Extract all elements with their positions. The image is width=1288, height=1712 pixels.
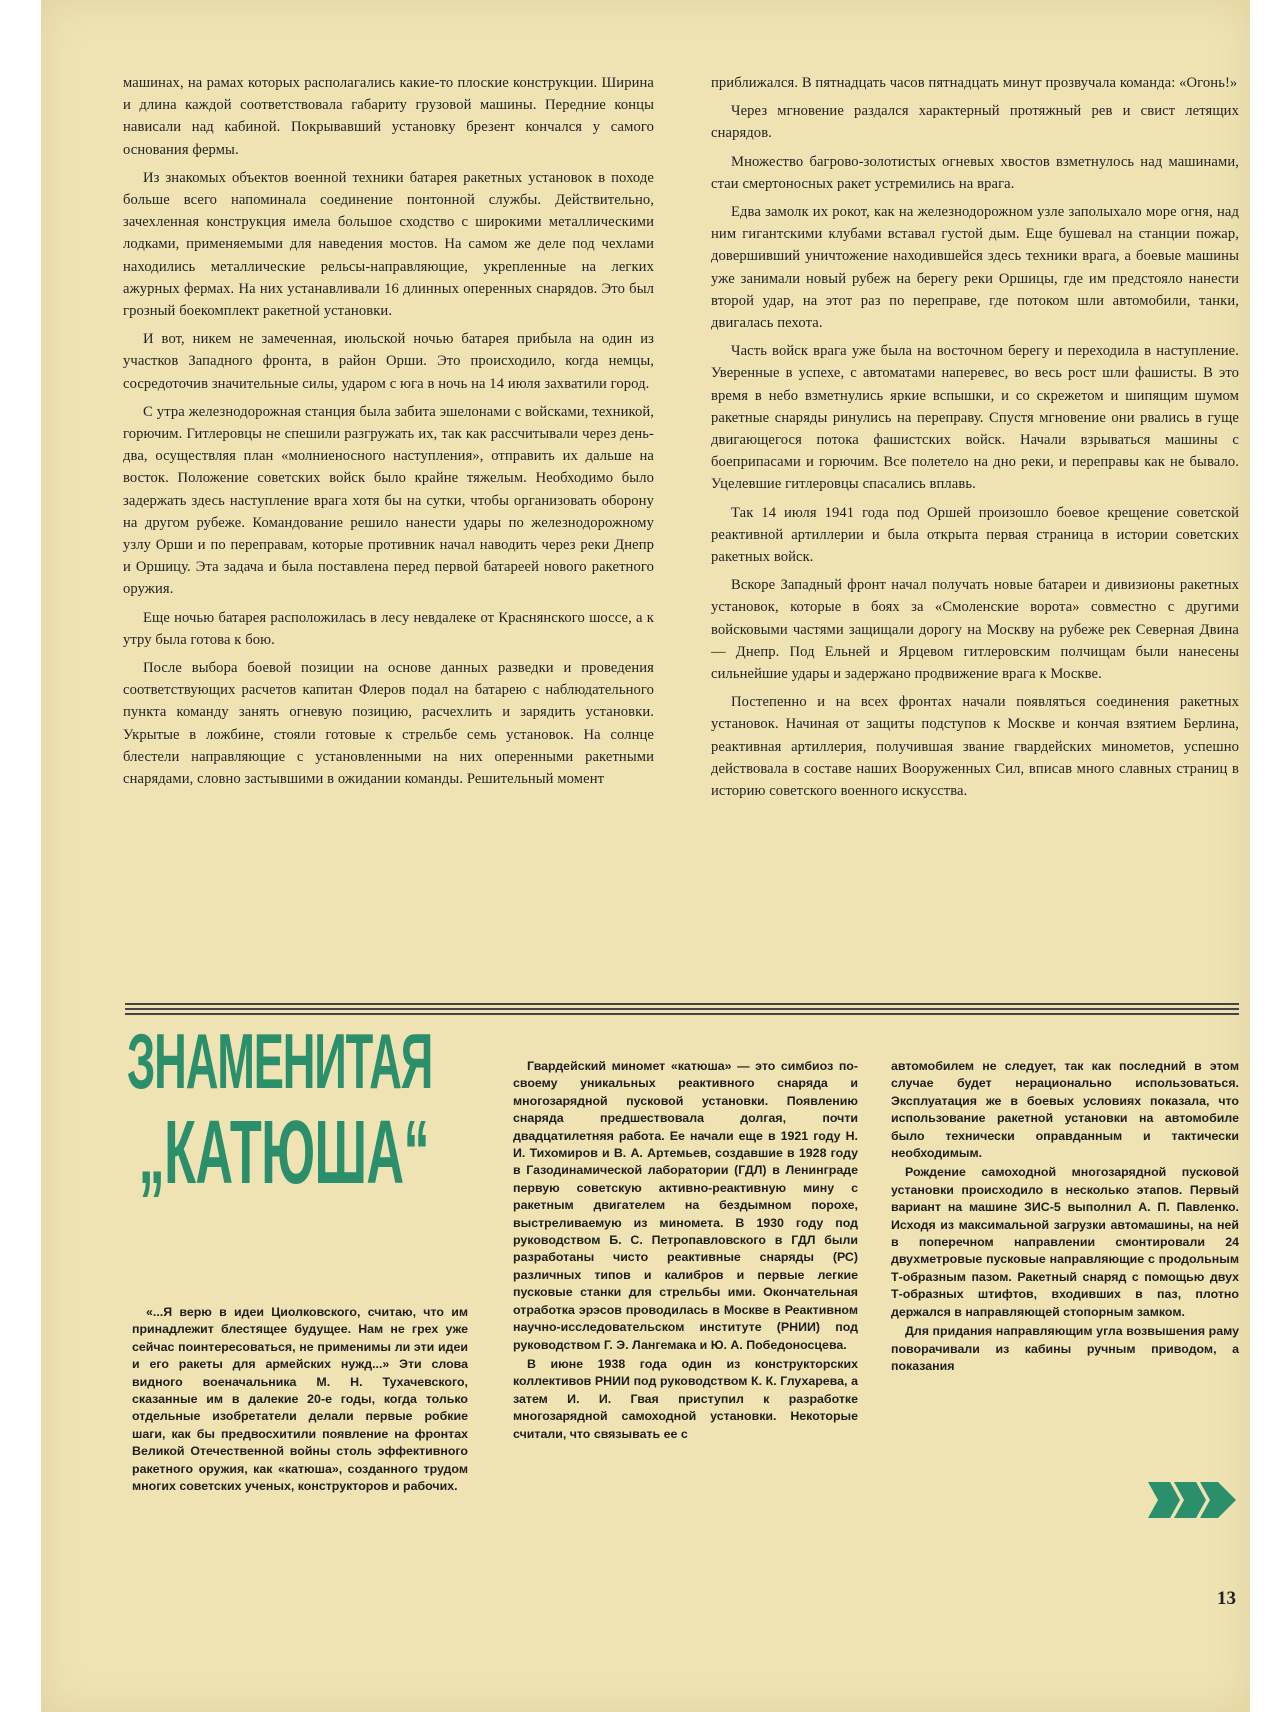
paragraph: приближался. В пятнадцать часов пятнадцать минут прозвучала команда: «Огонь!» xyxy=(711,75,1238,91)
paragraph: Из знакомых объектов военной техники батарея ракетных установок в походе больше всего напоминала соединение понтонной службы. Действительно, зачехленная конструкция имела большое сходство с широкими металлическими лодками, применяемыми для наведения мостов. На самом же деле под чехлами находились металлические рельсы-направляющие, укрепленные на легких ажурных фермах. На них устанавливали 16 длинных оперенных снарядов. Это был грозный боекомплект ракетной установки. xyxy=(123,169,654,320)
page-number: 13 xyxy=(1217,1588,1236,1609)
article-top-column-right xyxy=(711,72,1239,808)
paragraph: автомобилем не следует, так как последний в этом случае будет нерационально использоваться. Эксплуатация же в боевых условиях показала, что использование ракетной установки на автомобиле было технически оправданным и тактически необходимым. xyxy=(891,1059,1239,1161)
section-divider xyxy=(125,1008,1239,1010)
article-bottom-column-middle xyxy=(513,1058,858,1445)
paragraph: Так 14 июля 1941 года под Оршей произошло боевое крещение советской реактивной артиллерии и была открыта первая страница в истории советских ракетных войск. xyxy=(711,504,1239,566)
paragraph: Через мгновение раздался характерный протяжный рев и свист летящих снарядов. xyxy=(711,103,1239,142)
section-divider xyxy=(125,1003,1239,1005)
headline-line-1: ЗНАМЕНИТАЯ xyxy=(127,1017,433,1105)
article-bottom-column-right xyxy=(891,1058,1239,1377)
paragraph: Гвардейский миномет «катюша» — это симбиоз по-своему уникальных реактивного снаряда и многозарядной пусковой установки. Появлению снаряда предшествовала долгая, почти двадцатилетняя работа. Ее начали еще в 1921 году Н. И. Тихомиров и В. А. Артемьев, создавшие в 1928 году в Газодинамической лаборатории (ГДЛ) в Ленинграде первую советскую активно-реактивную мину с ракетным двигателем на бездымном порохе, выстреливаемую из миномета. В 1930 году под руководством Б. С. Петропавловского в ГДЛ были разработаны чисто реактивные снаряды (РС) различных типов и калибров и первые легкие пусковые станки для стрельбы ими. Окончательная отработка эрэсов проводилась в Москве в Реактивном научно-исследовательском институте (РНИИ) под руководством Г. Э. Лангемака и Ю. А. Победоносцева. xyxy=(513,1059,858,1352)
section-divider xyxy=(125,1013,1239,1015)
paragraph: машинах, на рамах которых располагались какие-то плоские конструкции. Ширина и длина каждой соответствовала габариту грузовой машины. Передние концы нависали над кабиной. Покрывавший установку брезент кончался у самого основания фермы. xyxy=(123,75,654,158)
paragraph: Множество багрово-золотистых огневых хвостов взметнулось над машинами, стаи смертоносных ракет устремились на врага. xyxy=(711,153,1239,192)
paragraph: В июне 1938 года один из конструкторских коллективов РНИИ под руководством К. К. Глухарева, а затем И. И. Гвая приступил к разработке многозарядной самоходной установки. Некоторые считали, что связывать ее с xyxy=(513,1356,858,1441)
paragraph: Вскоре Западный фронт начал получать новые батареи и дивизионы ракетных установок, которые в боях за «Смоленские ворота» совместно с другими войсковыми частями защищали дорогу на Москву на рубеже рек Северная Двина — Днепр. Под Ельней и Ярцевом гитлеровским полчищам были нанесены сильнейшие удары и задержано продвижение врага к Москве. xyxy=(711,577,1239,683)
magazine-page xyxy=(41,0,1250,1712)
paragraph: Для придания направляющим угла возвышения раму поворачивали из кабины ручным приводом, а показания xyxy=(891,1324,1239,1373)
paragraph: Еще ночью батарея расположилась в лесу невдалеке от Краснянского шоссе, а к утру была готова к бою. xyxy=(123,609,654,648)
paragraph: Постепенно и на всех фронтах начали появляться соединения ракетных установок. Начиная от защиты подступов к Москве и кончая взятием Берлина, реактивная артиллерия, получившая звание гвардейских минометов, успешно действовала в составе наших Вооруженных Сил, вписав много славных страниц в историю советского военного искусства. xyxy=(711,694,1239,800)
intro-paragraph: «...Я верю в идеи Циолковского, считаю, что им принадлежит блестящее будущее. Нам не грех уже сейчас поинтересоваться, не применимы ли эти идеи и его ракеты для армейских нужд...» Эти слова видного военачальника М. Н. Тухачевского, сказанные им в далекие 20-е годы, когда только отдельные изобретатели делали первые робкие шаги, как бы предвосхитили появление на фронтах Великой Отечественной войны столь эффективного ракетного оружия, как «катюша», созданного трудом многих советских ученых, конструкторов и рабочих. xyxy=(132,1305,468,1494)
paragraph: Едва замолк их рокот, как на железнодорожном узле заполыхало море огня, над ним гигантскими клубами вставал густой дым. Еще бушевал на станции пожар, довершивший уничтожение находившейся здесь техники врага, а боевые машины уже занимали новый рубеж на берегу реки Оршицы, где им предстояло нанести второй удар, на этот раз по переправе, где потоком шли автомобили, танки, двигалась пехота. xyxy=(711,204,1239,332)
article-intro xyxy=(132,1304,468,1497)
paragraph: После выбора боевой позиции на основе данных разведки и проведения соответствующих расчетов капитан Флеров подал на батарею с наблюдательного пункта команду занять огневую позицию, расчехлить и зарядить установки. Укрытые в ложбине, стояли готовые к стрельбе семь установок. На солнце блестели направляющие с установленными на них оперенными ракетными снарядами, словно застывшими в ожидании команды. Решительный момент xyxy=(123,660,654,788)
paragraph: Рождение самоходной многозарядной пусковой установки происходило в несколько этапов. Первый вариант на машине ЗИС-5 выполнил А. П. Павленко. Исходя из максимальной загрузки автомашины, на ней в поперечном направлении смонтировали 24 двухметровые пусковые направляющие с продольным Т-образным пазом. Ракетный снаряд с помощью двух Т-образных штифтов, входивших в паз, плотно держался в направляющей стопорным замком. xyxy=(891,1165,1239,1319)
article-headline xyxy=(127,1017,447,1203)
article-top-column-left xyxy=(123,72,654,796)
continue-arrow-icon xyxy=(1148,1478,1238,1522)
headline-line-2: „КАТЮША“ xyxy=(138,1103,429,1203)
paragraph: Часть войск врага уже была на восточном берегу и переходила в наступление. Уверенные в успехе, с автоматами наперевес, во весь рост шли фашисты. В это время в небо взметнулись яркие вспышки, и со скрежетом и шипящим шумом ракетные снаряды ринулись на переправу. Спустя мгновение они рвались в гуще двигающегося потока фашистских войск. Начали взрываться машины с боеприпасами и горючим. Все полетело на дно реки, и переправы как не бывало. Уцелевшие гитлеровцы спасались вплавь. xyxy=(711,343,1239,493)
paragraph: И вот, никем не замеченная, июльской ночью батарея прибыла на один из участков Западного фронта, в район Орши. Это происходило, когда немцы, сосредоточив значительные силы, ударом с юга в ночь на 14 июля захватили город. xyxy=(123,331,654,392)
paragraph: С утра железнодорожная станция была забита эшелонами с войсками, техникой, горючим. Гитлеровцы не спешили разгружать их, так как рассчитывали через день-два, осуществляя план «молниеносного наступления», отправить их дальше на восток. Положение советских войск было крайне тяжелым. Необходимо было задержать здесь наступление врага хотя бы на сутки, чтобы организовать оборону на другом рубеже. Командование решило нанести удары по железнодорожному узлу Орши и по переправам, которые противник начал наводить через реки Днепр и Оршицу. Эта задача и была поставлена перед первой батареей нового ракетного оружия. xyxy=(123,403,654,598)
